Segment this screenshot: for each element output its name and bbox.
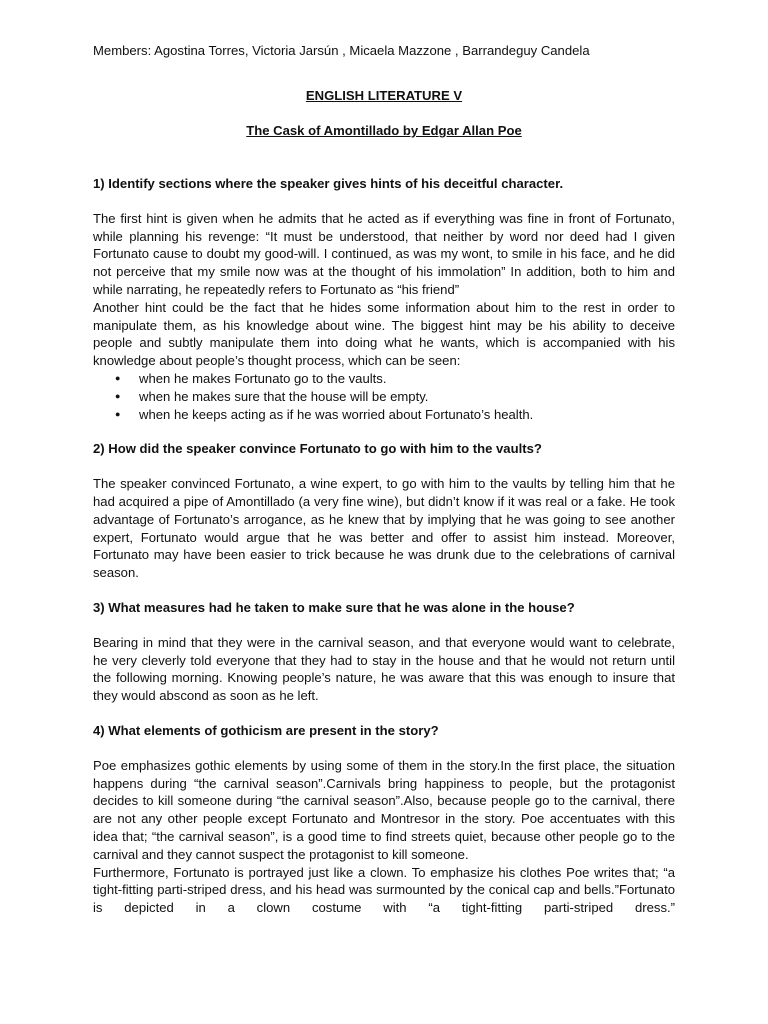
answer-paragraph: Bearing in mind that they were in the carnival season, and that everyone would want to celebrate, he very cleverly told everyone that they had to stay in the house and that he would not return until the following morning. Knowing people’s nature, he was aware that this was enough to insure that they would abscond as soon as he left. bbox=[93, 634, 675, 704]
section-1 bbox=[93, 175, 675, 423]
question-heading: 3) What measures had he taken to make sure that he was alone in the house? bbox=[93, 599, 575, 615]
answer-paragraph: Another hint could be the fact that he hides some information about him to the rest in order to manipulate them, as his knowledge about wine. The biggest hint may be his ability to deceive people and subtly manipulate them into doing what he wants, which is accompanied with his knowledge about people’s thought process, which can be seen: bbox=[93, 299, 675, 369]
list-item: ● when he makes sure that the house will be empty. bbox=[139, 388, 675, 406]
section-3 bbox=[93, 599, 675, 705]
list-item: ● when he makes Fortunato go to the vaults. bbox=[139, 370, 675, 388]
question-heading: 4) What elements of gothicism are present in the story? bbox=[93, 722, 439, 738]
question-heading: 2) How did the speaker convince Fortunato to go with him to the vaults? bbox=[93, 441, 542, 457]
document-body bbox=[93, 175, 675, 917]
section-4 bbox=[93, 722, 675, 917]
answer-paragraph: The first hint is given when he admits that he acted as if everything was fine in front of Fortunato, while planning his revenge: “It must be understood, that neither by word nor deed had I given Fortunato cause to doubt my good-will. I continued, as was my wont, to smile in his face, and he did not perceive that my smile now was at the thought of his immolation” In addition, both to him and while narrating, he repeatedly refers to Fortunato as “his friend” bbox=[93, 210, 675, 297]
course-title: ENGLISH LITERATURE V bbox=[305, 88, 463, 103]
section-2 bbox=[93, 440, 675, 582]
answer-paragraph: Furthermore, Fortunato is portrayed just like a clown. To emphasize his clothes Poe writes that; “a tight-fitting parti-striped dress, and his head was surmounted by the conical cap and bells.”Fortunato is depicted in a clown costume with “a tight-fitting parti-striped dress.” bbox=[93, 864, 675, 916]
list-item: ● when he keeps acting as if he was worried about Fortunato’s health. bbox=[139, 406, 675, 424]
answer-paragraph: Poe emphasizes gothic elements by using some of them in the story.In the first place, the situation happens during “the carnival season”.Carnivals bring happiness to people, but the protagonist decides to kill someone during “the carnival season”.Also, because people go to the carnival, there are not any other people except Fortunato and Montresor in the story. Poe accentuates with this idea that; “the carnival season”, is a good time to find streets quiet, because other people go to the carnival and they cannot suspect the protagonist to kill someone. bbox=[93, 757, 675, 862]
members-line: Members: Agostina Torres, Victoria Jarsún , Micaela Mazzone , Barrandeguy Candela bbox=[93, 43, 590, 58]
question-heading: 1) Identify sections where the speaker gives hints of his deceitful character. bbox=[93, 176, 564, 191]
bullet-list bbox=[93, 370, 675, 423]
document-title: The Cask of Amontillado by Edgar Allan Poe bbox=[246, 123, 522, 138]
answer-paragraph: The speaker convinced Fortunato, a wine expert, to go with him to the vaults by telling him that he had acquired a pipe of Amontillado (a very fine wine), but didn’t know if it was real or a fake. He took advantage of Fortunato’s arrogance, as he knew that by implying that he was going to see another expert, Fortunato would argue that he was better and offer to assist him instead. Moreover, Fortunato may have been easier to trick because he was drunk due to the celebrations of carnival season. bbox=[93, 476, 675, 581]
